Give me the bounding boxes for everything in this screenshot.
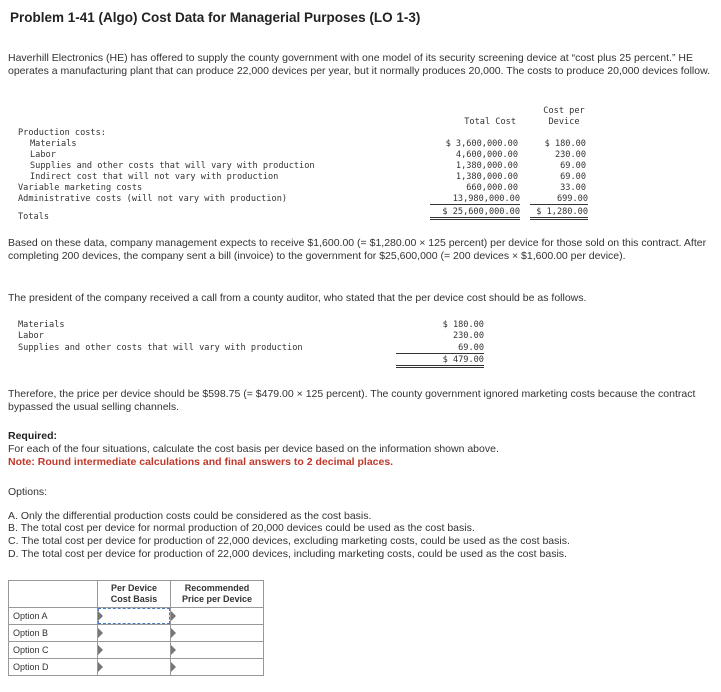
- row-marker-icon: [171, 645, 176, 655]
- row-total-materials: $ 3,600,000.00: [445, 139, 518, 149]
- table-row: [9, 608, 264, 625]
- option-a-text: A. Only the differential production costs could be considered as the cost basis.: [8, 510, 372, 522]
- option-b-cost-basis-input[interactable]: [98, 625, 170, 641]
- table-row: [9, 659, 264, 676]
- auditor-value-materials: $ 180.00: [442, 320, 484, 330]
- row-label-administrative: Administrative costs (will not vary with production): [18, 194, 288, 204]
- row-total-labor: 4,600,000.00: [455, 150, 518, 160]
- section-production-costs: Production costs:: [18, 128, 106, 138]
- row-marker-icon: [98, 662, 103, 672]
- totals-label: Totals: [18, 212, 50, 222]
- row-total-variable-marketing: 660,000.00: [466, 183, 518, 193]
- row-per-materials: $ 180.00: [544, 139, 586, 149]
- col-header-cost-per-device-line1: Cost per: [543, 106, 585, 116]
- options-heading: Options:: [8, 486, 48, 498]
- row-marker-icon: [98, 628, 103, 638]
- row-per-variable-marketing: 33.00: [560, 183, 586, 193]
- auditor-label-materials: Materials: [18, 320, 65, 330]
- row-per-administrative: 699.00: [530, 194, 588, 205]
- col-header-total-cost: Total Cost: [464, 117, 516, 127]
- required-heading: Required:: [8, 430, 58, 442]
- answer-table-header: [9, 581, 264, 608]
- auditor-total: $ 479.00: [396, 355, 484, 368]
- option-b-price-input[interactable]: [171, 625, 263, 641]
- table-row: [9, 625, 264, 642]
- row-label-labor: Labor: [30, 150, 56, 160]
- paragraph-price-conclusion: Therefore, the price per device should be $598.75 (= $479.00 × 125 percent). The county government ignored marketing costs because the contract bypassed the usual selling channels.: [8, 388, 696, 413]
- row-marker-icon: [171, 662, 176, 672]
- required-text: For each of the four situations, calculate the cost basis per device based on the information shown above.: [8, 443, 499, 455]
- rounding-note: Note: Round intermediate calculations and final answers to 2 decimal places.: [8, 456, 394, 468]
- option-b-text: B. The total cost per device for normal production of 20,000 devices could be used as the cost basis.: [8, 522, 475, 534]
- row-label-option-b: Option B: [9, 625, 98, 642]
- row-total-administrative: 13,980,000.00: [430, 194, 520, 205]
- auditor-value-labor: 230.00: [452, 331, 484, 341]
- header-price-line2: Price per Device: [181, 594, 253, 604]
- intro-paragraph: Haverhill Electronics (HE) has offered to supply the county government with one model of its security screening device at “cost plus 25 percent.” HE operates a manufacturing plant that can produce 22,000 devices per year, but it normally produces 20,000. The costs to produce 20,000 devices follow.: [8, 52, 710, 77]
- auditor-label-labor: Labor: [18, 331, 44, 341]
- option-c-price-input[interactable]: [171, 642, 263, 658]
- totals-per-device: $ 1,280.00: [530, 207, 588, 220]
- answer-table: [8, 580, 264, 676]
- header-per-device-cost-basis: [98, 581, 171, 608]
- row-marker-icon: [98, 611, 103, 621]
- auditor-label-supplies: Supplies and other costs that will vary with production: [18, 343, 303, 353]
- row-per-labor: 230.00: [554, 150, 586, 160]
- row-per-supplies: 69.00: [560, 161, 586, 171]
- row-per-indirect: 69.00: [560, 172, 586, 182]
- table-row: [9, 642, 264, 659]
- totals-total-cost: $ 25,600,000.00: [430, 207, 520, 220]
- header-recommended-price: [171, 581, 264, 608]
- row-label-variable-marketing: Variable marketing costs: [18, 183, 143, 193]
- option-c-cost-basis-input[interactable]: [98, 642, 170, 658]
- header-blank: [9, 581, 98, 608]
- option-d-text: D. The total cost per device for production of 22,000 devices, including marketing costs, could be used as the cost basis.: [8, 548, 567, 560]
- row-total-supplies: 1,380,000.00: [455, 161, 518, 171]
- option-a-cost-basis-input[interactable]: [98, 608, 170, 624]
- row-label-supplies: Supplies and other costs that will vary with production: [30, 161, 315, 171]
- page-title: Problem 1-41 (Algo) Cost Data for Managerial Purposes (LO 1-3): [10, 10, 421, 25]
- row-total-indirect: 1,380,000.00: [455, 172, 518, 182]
- row-label-indirect: Indirect cost that will not vary with production: [30, 172, 279, 182]
- paragraph-management-expectation: Based on these data, company management expects to receive $1,600.00 (= $1,280.00 × 125 percent) per device for those sold on this contract. After completing 200 devices, the company sent a bill (invoice) to the government for $25,600,000 (= 200 devices × $1,600.00 per device).: [8, 237, 707, 262]
- paragraph-auditor-call: The president of the company received a call from a county auditor, who stated that the per device cost should be as follows.: [8, 292, 587, 304]
- row-label-materials: Materials: [30, 139, 77, 149]
- header-price-line1: Recommended: [184, 583, 250, 593]
- col-header-cost-per-device-line2: Device: [548, 117, 580, 127]
- option-d-cost-basis-input[interactable]: [98, 659, 170, 675]
- option-c-text: C. The total cost per device for production of 22,000 devices, excluding marketing costs, could be used as the cost basis.: [8, 535, 570, 547]
- header-basis-line2: Cost Basis: [110, 594, 158, 604]
- row-marker-icon: [98, 645, 103, 655]
- option-a-price-input[interactable]: [171, 608, 263, 624]
- row-label-option-a: Option A: [9, 608, 98, 625]
- row-marker-icon: [171, 611, 176, 621]
- option-d-price-input[interactable]: [171, 659, 263, 675]
- auditor-value-supplies: 69.00: [396, 343, 484, 354]
- row-label-option-d: Option D: [9, 659, 98, 676]
- header-basis-line1: Per Device: [110, 583, 158, 593]
- row-marker-icon: [171, 628, 176, 638]
- row-label-option-c: Option C: [9, 642, 98, 659]
